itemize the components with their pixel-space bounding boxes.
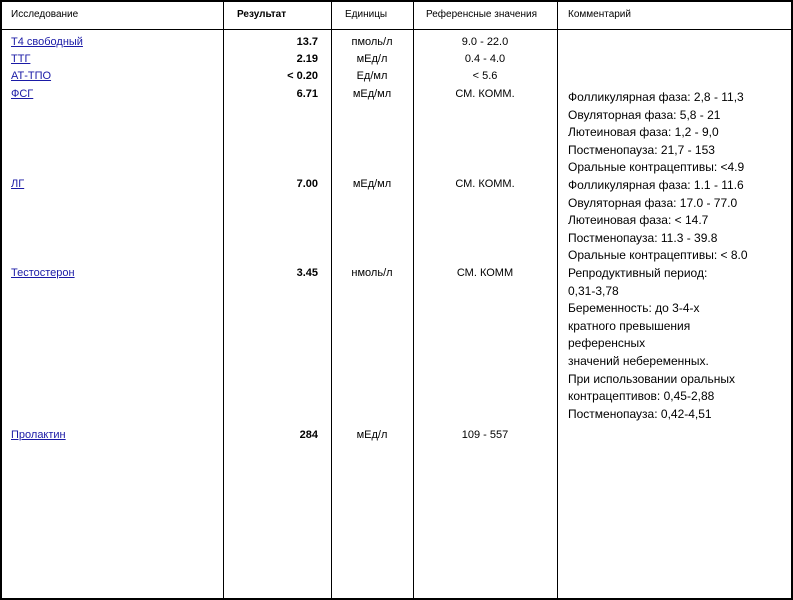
test-name-link[interactable]: Тестостерон [11, 267, 75, 279]
comment-text [568, 89, 788, 423]
test-name-link[interactable]: АТ-ТПО [11, 70, 52, 82]
header-study: Исследование [11, 9, 79, 20]
header-result: Результат [237, 9, 287, 20]
test-name-link[interactable]: ТТГ [11, 53, 31, 65]
unit-value: мЕд/мл [352, 88, 392, 100]
header-reference: Референсные значения [426, 9, 538, 20]
test-name-link[interactable]: Т4 свободный [11, 36, 83, 48]
unit-value: пмоль/л [351, 36, 393, 48]
comment-line: 0,31-3,78 [568, 283, 619, 298]
comment-line: Лютеиновая фаза: 1,2 - 9,0 [568, 125, 719, 140]
comment-line: Фолликулярная фаза: 1.1 - 11.6 [568, 177, 744, 192]
column-divider [557, 2, 558, 598]
header-divider [2, 29, 791, 30]
test-name-link[interactable]: ФСГ [11, 88, 34, 100]
reference-value: 9.0 - 22.0 [461, 36, 509, 48]
reference-value: 0.4 - 4.0 [464, 53, 506, 65]
header-comment: Комментарий [568, 9, 631, 20]
test-name-link[interactable]: Пролактин [11, 429, 66, 441]
comment-line: Овуляторная фаза: 17.0 - 77.0 [568, 195, 738, 210]
reference-value: СМ. КОММ. [455, 88, 515, 100]
unit-value: мЕд/л [356, 429, 388, 441]
comment-line: Лютеиновая фаза: < 14.7 [568, 213, 709, 228]
reference-value: СМ. КОММ [456, 267, 514, 279]
comment-line: кратного превышения [568, 318, 691, 333]
result-value: 3.45 [296, 267, 318, 279]
unit-value: Ед/мл [356, 70, 388, 82]
result-value: 2.19 [296, 53, 318, 65]
result-value: 6.71 [296, 88, 318, 100]
result-value: 284 [299, 429, 318, 441]
comment-line: При использовании оральных [568, 371, 736, 386]
comment-line: Беременность: до 3-4-х [568, 301, 700, 316]
comment-line: Постменопауза: 21,7 - 153 [568, 142, 715, 157]
comment-line: Оральные контрацептивы: < 8.0 [568, 248, 748, 263]
test-name-link[interactable]: ЛГ [11, 178, 25, 190]
reference-value: < 5.6 [472, 70, 498, 82]
result-value: 13.7 [296, 36, 318, 48]
comment-line: референсных [568, 336, 646, 351]
comment-line: Постменопауза: 0,42-4,51 [568, 406, 712, 421]
comment-line: Овуляторная фаза: 5,8 - 21 [568, 107, 721, 122]
comment-line: Репродуктивный период: [568, 265, 708, 280]
reference-value: 109 - 557 [461, 429, 509, 441]
header-units: Единицы [345, 9, 388, 20]
comment-line: контрацептивов: 0,45-2,88 [568, 389, 715, 404]
comment-line: Фолликулярная фаза: 2,8 - 11,3 [568, 90, 744, 104]
unit-value: мЕд/мл [352, 178, 392, 190]
comment-line: значений небеременных. [568, 353, 709, 368]
result-value: < 0.20 [287, 70, 318, 82]
unit-value: нмоль/л [351, 267, 393, 279]
unit-value: мЕд/л [356, 53, 388, 65]
comment-line: Оральные контрацептивы: <4.9 [568, 160, 745, 175]
reference-value: СМ. КОММ. [455, 178, 515, 190]
comment-line: Постменопауза: 11.3 - 39.8 [568, 230, 718, 245]
result-value: 7.00 [296, 178, 318, 190]
